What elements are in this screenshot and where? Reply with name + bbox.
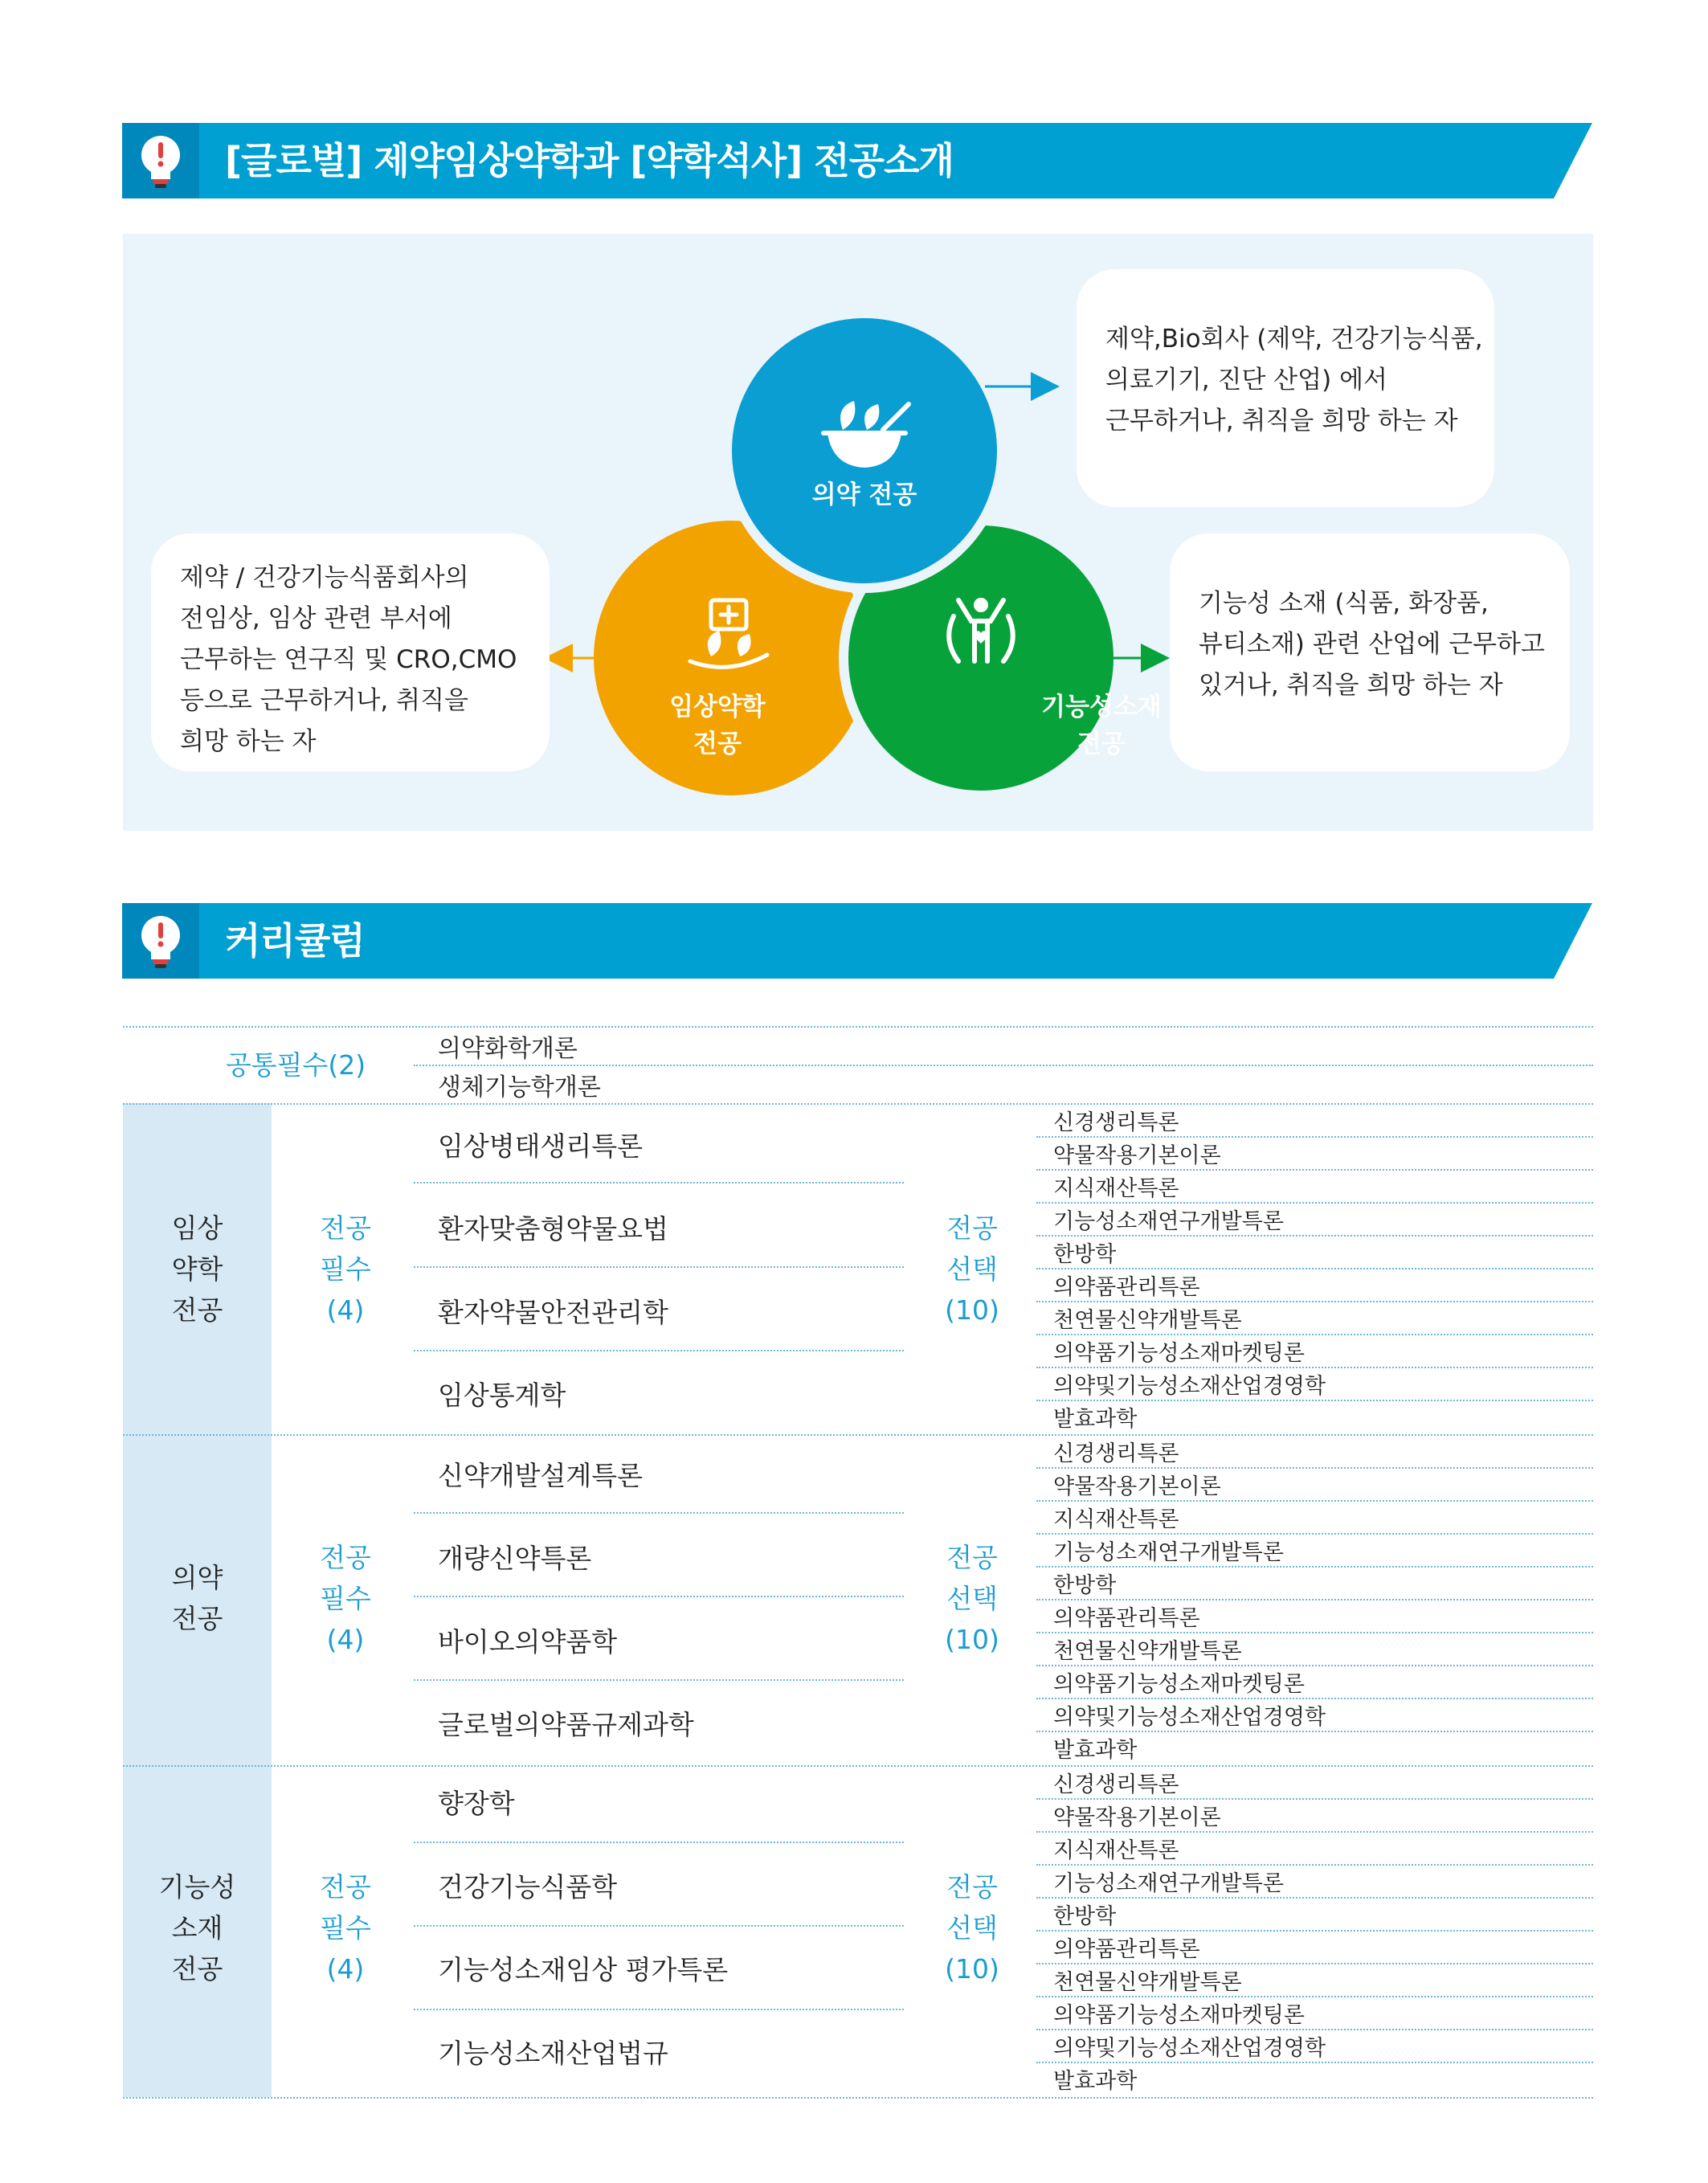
elective-course: 신경생리특론 bbox=[1053, 1772, 1179, 1797]
pharma-description: 제약,Bio회사 (제약, 건강기능식품, 의료기기, 진단 산업) 에서 근무하거나, 취직을 희망 하는 자 bbox=[1077, 269, 1494, 507]
required-label: 전공 필수 (4) bbox=[320, 1542, 371, 1655]
track-name: 임상 약학 전공 bbox=[171, 1212, 223, 1326]
common-course: 생체기능학개론 bbox=[438, 1073, 601, 1102]
elective-course: 신경생리특론 bbox=[1053, 1110, 1179, 1135]
required-course: 개량신약특론 bbox=[438, 1543, 592, 1574]
divider bbox=[123, 1103, 1593, 1105]
elective-label: 전공 선택 (10) bbox=[945, 1871, 999, 1985]
common-required-label: 공통필수(2) bbox=[225, 1049, 366, 1081]
elective-course: 약물작용기본이론 bbox=[1053, 1474, 1221, 1499]
divider bbox=[414, 1512, 904, 1514]
required-course: 건강기능식품학 bbox=[438, 1871, 618, 1903]
section-title: [글로벌] 제약임상약학과 [약학석사] 전공소개 bbox=[225, 139, 954, 182]
elective-course: 지식재산특론 bbox=[1053, 1507, 1179, 1532]
elective-course: 기능성소재연구개발특론 bbox=[1053, 1871, 1284, 1896]
divider bbox=[123, 1765, 1593, 1767]
required-course: 신약개발설계특론 bbox=[438, 1460, 644, 1491]
elective-course: 한방학 bbox=[1053, 1904, 1117, 1929]
divider bbox=[414, 1182, 904, 1183]
elective-course: 발효과학 bbox=[1053, 1407, 1138, 1432]
required-label: 전공 필수 (4) bbox=[320, 1871, 371, 1985]
elective-course: 한방학 bbox=[1053, 1242, 1117, 1267]
elective-course: 지식재산특론 bbox=[1053, 1176, 1179, 1201]
elective-course: 의약품관리특론 bbox=[1053, 1275, 1200, 1300]
required-label: 전공 필수 (4) bbox=[320, 1212, 371, 1326]
divider bbox=[414, 1266, 904, 1268]
track-name: 의약 전공 bbox=[171, 1562, 223, 1634]
section-header-intro bbox=[122, 123, 1592, 198]
section-title: 커리큘럼 bbox=[225, 919, 365, 963]
elective-course: 의약품기능성소재마켓팅론 bbox=[1053, 1672, 1305, 1697]
required-course: 환자맞춤형약물요법 bbox=[438, 1213, 668, 1245]
elective-course: 의약품기능성소재마켓팅론 bbox=[1053, 1341, 1305, 1366]
elective-course: 한방학 bbox=[1053, 1573, 1117, 1598]
section-header-curriculum bbox=[122, 903, 1592, 979]
elective-course: 발효과학 bbox=[1053, 1738, 1138, 1763]
elective-course: 의약품관리특론 bbox=[1053, 1606, 1200, 1631]
common-course: 의약화학개론 bbox=[438, 1035, 578, 1063]
elective-course: 기능성소재연구개발특론 bbox=[1053, 1540, 1284, 1565]
elective-course: 약물작용기본이론 bbox=[1053, 1805, 1221, 1830]
clinical-circle-label: 임상약학 전공 bbox=[669, 693, 766, 758]
required-course: 임상통계학 bbox=[438, 1380, 566, 1411]
track-name: 기능성 소재 전공 bbox=[158, 1871, 236, 1985]
required-course: 기능성소재산업법규 bbox=[438, 2038, 668, 2069]
divider bbox=[123, 2097, 1593, 2099]
clinical-description: 제약 / 건강기능식품회사의 전임상, 임상 관련 부서에 근무하는 연구직 및 CRO,CMO 등으로 근무하거나, 취직을 희망 하는 자 bbox=[151, 533, 550, 771]
required-course: 임상병태생리특론 bbox=[438, 1130, 644, 1162]
pharma-circle-label: 의약 전공 bbox=[811, 480, 917, 509]
elective-course: 의약및기능성소재산업경영학 bbox=[1053, 1374, 1326, 1399]
divider bbox=[123, 1434, 1593, 1436]
divider bbox=[1036, 1897, 1593, 1899]
functional-description: 기능성 소재 (식품, 화장품, 뷰티소재) 관련 산업에 근무하고 있거나, 취직을 희망 하는 자 bbox=[1170, 533, 1570, 771]
elective-course: 의약품기능성소재마켓팅론 bbox=[1053, 2003, 1305, 2028]
divider bbox=[1036, 1235, 1593, 1237]
elective-course: 의약품관리특론 bbox=[1053, 1937, 1200, 1962]
major-intro-panel bbox=[123, 234, 1593, 831]
divider bbox=[414, 1350, 904, 1351]
divider bbox=[414, 1842, 904, 1843]
functional-circle-label: 기능성소재 전공 bbox=[1041, 693, 1162, 758]
elective-course: 천연물신약개발특론 bbox=[1053, 1308, 1242, 1333]
lightbulb-exclamation-icon bbox=[132, 131, 190, 190]
elective-course: 지식재산특론 bbox=[1053, 1838, 1179, 1863]
elective-course: 신경생리특론 bbox=[1053, 1441, 1179, 1466]
elective-course: 기능성소재연구개발특론 bbox=[1053, 1209, 1284, 1234]
divider bbox=[414, 2009, 904, 2010]
required-course: 바이오의약품학 bbox=[438, 1626, 618, 1658]
divider bbox=[1036, 1566, 1593, 1568]
elective-course: 천연물신약개발특론 bbox=[1053, 1970, 1242, 1995]
divider bbox=[414, 1065, 1593, 1066]
required-course: 기능성소재임상 평가특론 bbox=[438, 1954, 729, 1985]
elective-course: 의약및기능성소재산업경영학 bbox=[1053, 1705, 1326, 1730]
elective-label: 전공 선택 (10) bbox=[945, 1542, 999, 1655]
divider bbox=[414, 1679, 904, 1681]
elective-course: 약물작용기본이론 bbox=[1053, 1143, 1221, 1168]
divider bbox=[414, 1925, 904, 1927]
required-course: 환자약물안전관리학 bbox=[438, 1297, 668, 1328]
elective-course: 천연물신약개발특론 bbox=[1053, 1639, 1242, 1664]
elective-course: 의약및기능성소재산업경영학 bbox=[1053, 2036, 1326, 2061]
divider bbox=[123, 1026, 1593, 1028]
required-course: 향장학 bbox=[438, 1788, 515, 1819]
lightbulb-exclamation-icon bbox=[132, 911, 190, 971]
required-course: 글로벌의약품규제과학 bbox=[438, 1709, 694, 1740]
divider bbox=[414, 1596, 904, 1597]
elective-label: 전공 선택 (10) bbox=[945, 1212, 999, 1326]
elective-course: 발효과학 bbox=[1053, 2069, 1138, 2094]
